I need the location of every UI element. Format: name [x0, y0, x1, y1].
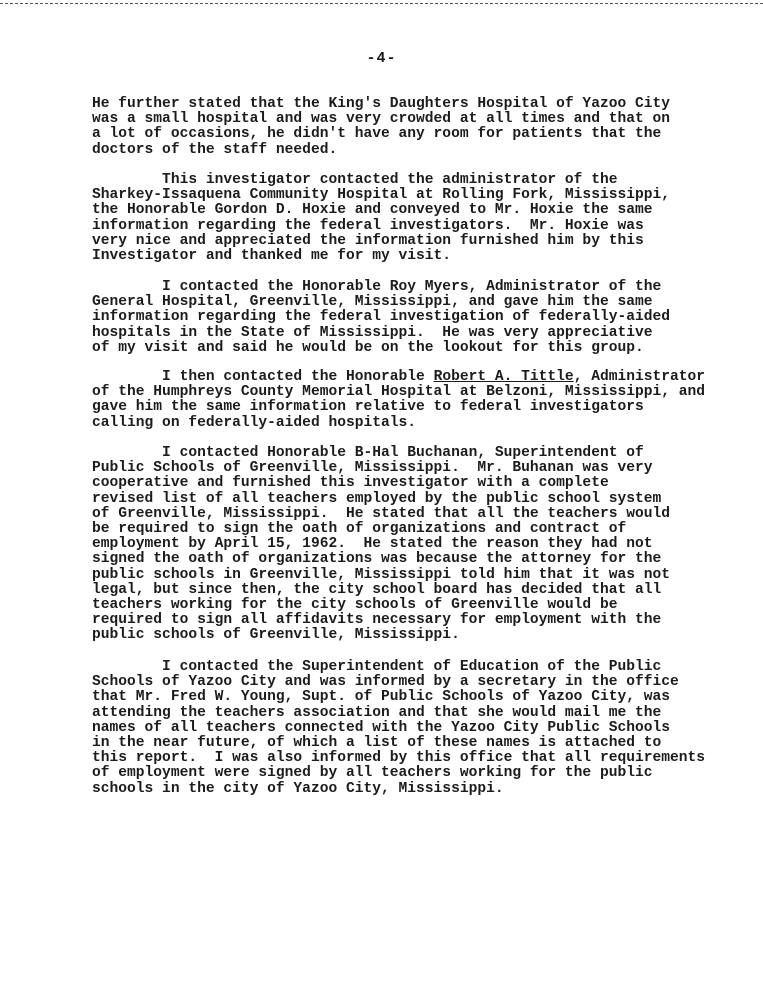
text-line: this report. I was also informed by this office that all requirements [92, 750, 706, 767]
text-line: I contacted the Superintendent of Education of the Public [92, 659, 662, 675]
underlined-name: Robert A. Tittle [433, 369, 574, 385]
text-line: of the Humphreys County Memorial Hospital at Belzoni, Mississippi, and [92, 384, 706, 401]
text-line: of my visit and said he would be on the lookout for this group. [92, 339, 644, 356]
paragraph-humphreys-county [92, 370, 705, 431]
text-line: teachers working for the city schools of Greenville would be [92, 597, 618, 614]
text-line: of Greenville, Mississippi. He stated that all the teachers would [92, 505, 671, 522]
text-line: General Hospital, Greenville, Mississippi, and gave him the same [92, 294, 653, 311]
text-line: a lot of occasions, he didn't have any room for patients that the [92, 126, 662, 143]
text-line: signed the oath of organizations was because the attorney for the [92, 551, 662, 568]
text-line: gave him the same information relative to federal investigators [92, 399, 644, 416]
text-line: very nice and appreciated the information furnished him by this [92, 232, 644, 249]
text-line: calling on federally-aided hospitals. [92, 414, 417, 431]
paragraph-general-hospital [92, 280, 670, 356]
text-line: was a small hospital and was very crowded at all times and that on [92, 111, 671, 128]
text-line: This investigator contacted the administrator of the [92, 172, 618, 188]
text-line: Schools of Yazoo City and was informed by a secretary in the office [92, 674, 679, 691]
text-line: of employment were signed by all teachers working for the public [92, 765, 653, 782]
text-line: I contacted Honorable B-Hal Buchanan, Superintendent of [92, 445, 644, 461]
text-line: employment by April 15, 1962. He stated the reason they had not [92, 536, 653, 553]
text-line: Sharkey-Issaquena Community Hospital at Rolling Fork, Mississippi, [92, 187, 671, 204]
paragraph-greenville-schools [92, 446, 670, 644]
text-line: legal, but since then, the city school board has decided that all [92, 581, 662, 598]
text-line: information regarding the federal investigators. Mr. Hoxie was [92, 217, 644, 234]
text-line: Public Schools of Greenville, Mississippi. Mr. Buhanan was very [92, 460, 653, 477]
text-line: He further stated that the King's Daughters Hospital of Yazoo City [92, 96, 671, 112]
paragraph-sharkey-issaquena [92, 173, 670, 264]
text-line: in the near future, of which a list of these names is attached to [92, 735, 662, 752]
text-line: the Honorable Gordon D. Hoxie and conveyed to Mr. Hoxie the same [92, 202, 653, 219]
text-segment: , Administrator [573, 369, 706, 385]
text-line: schools in the city of Yazoo City, Mississippi. [92, 780, 504, 797]
text-line: public schools in Greenville, Mississippi told him that it was not [92, 566, 671, 583]
text-line: names of all teachers connected with the Yazoo City Public Schools [92, 719, 671, 736]
text-line: cooperative and furnished this investigator with a complete [92, 475, 609, 492]
text-line: public schools of Greenville, Mississippi. [92, 627, 460, 644]
text-line: attending the teachers association and that she would mail me the [92, 704, 662, 721]
text-line: I contacted the Honorable Roy Myers, Administrator of the [92, 279, 662, 295]
text-segment: I then contacted the Honorable [92, 369, 434, 385]
top-edge-rule [0, 3, 763, 4]
text-line: information regarding the federal investigation of federally-aided [92, 309, 671, 326]
paragraph-kings-daughters [92, 97, 670, 158]
text-line: hospitals in the State of Mississippi. He was very appreciative [92, 324, 653, 341]
paragraph-yazoo-schools [92, 660, 705, 797]
text-line: Investigator and thanked me for my visit. [92, 248, 452, 265]
text-line: required to sign all affidavits necessary for employment with the [92, 612, 662, 629]
text-line: doctors of the staff needed. [92, 141, 338, 158]
text-line: be required to sign the oath of organizations and contract of [92, 521, 627, 538]
text-line: that Mr. Fred W. Young, Supt. of Public Schools of Yazoo City, was [92, 689, 671, 706]
page-number: -4- [366, 50, 397, 67]
text-line: revised list of all teachers employed by the public school system [92, 490, 662, 507]
text-line [92, 370, 705, 385]
